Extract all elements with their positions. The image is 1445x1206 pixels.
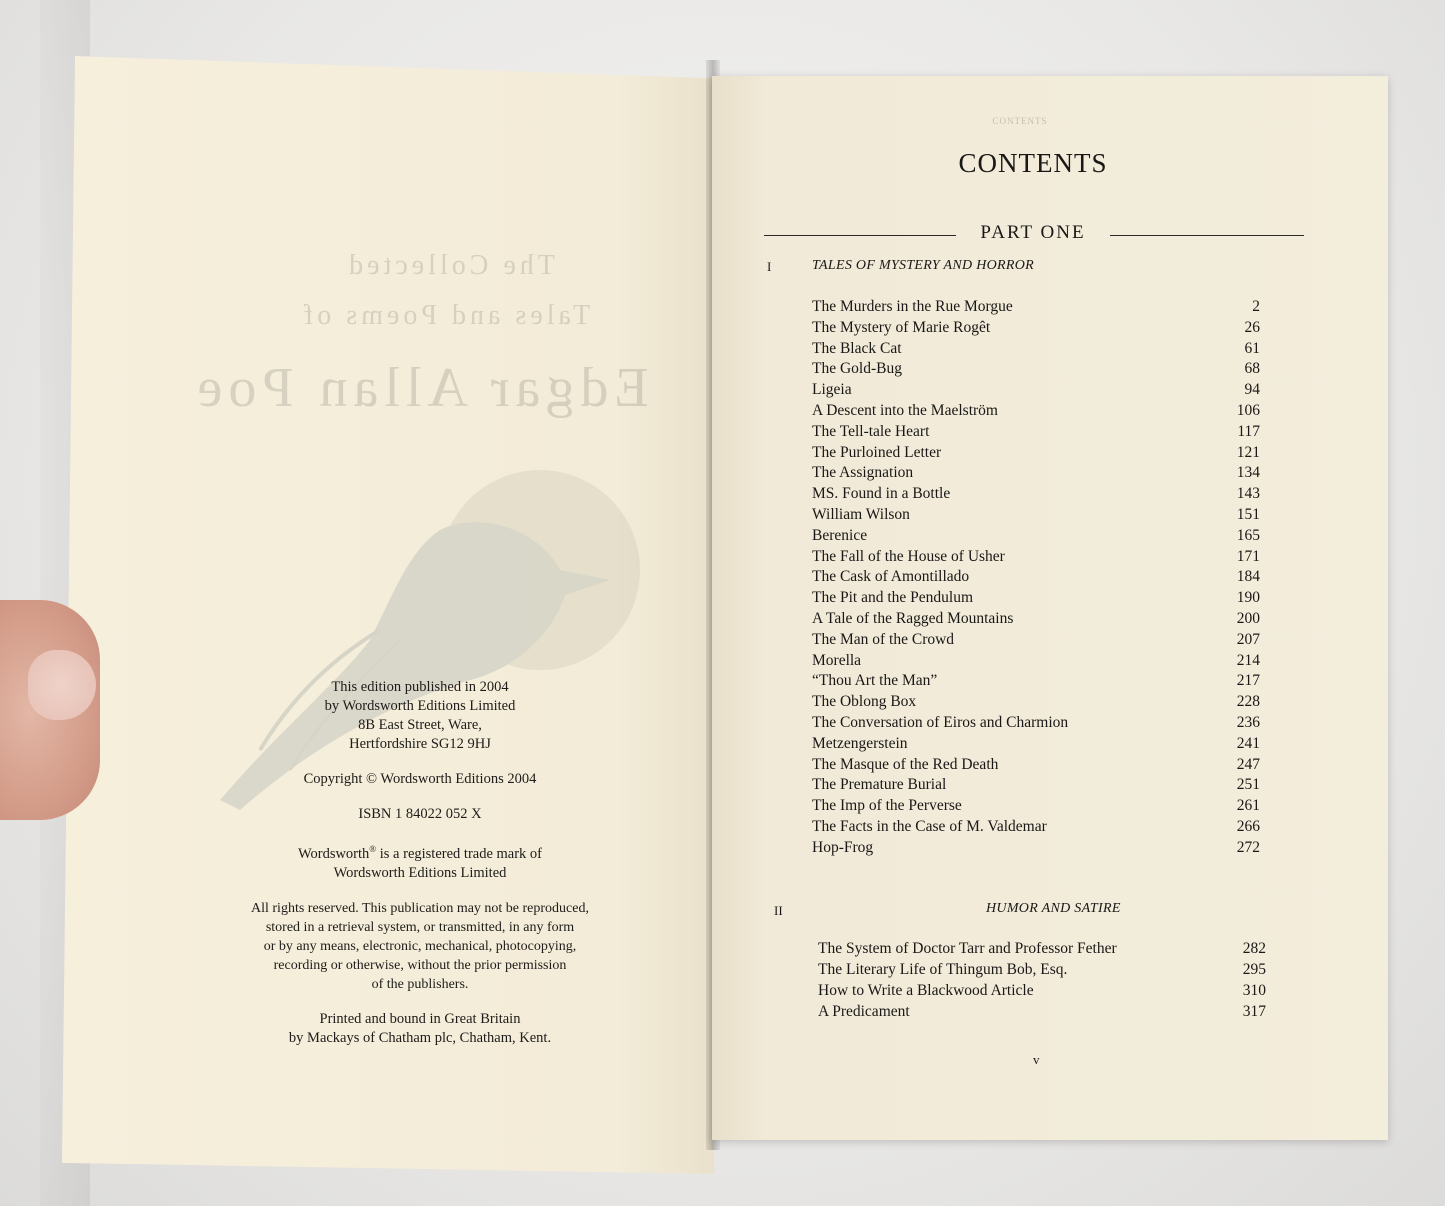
page-folio: v [1033, 1052, 1040, 1067]
toc-entry-title: “Thou Art the Man” [812, 672, 938, 690]
rights-line: stored in a retrieval system, or transmitted, in any form [265, 919, 575, 935]
toc-entry [818, 940, 1266, 961]
printer-line: by Mackays of Chatham plc, Chatham, Kent. [288, 1029, 552, 1046]
toc-entry-page: 200 [1236, 609, 1260, 627]
toc-entry-page: 68 [1244, 360, 1260, 378]
toc-entry [812, 714, 1260, 735]
toc-entry-page: 143 [1236, 485, 1260, 503]
toc-entry-page: 190 [1236, 589, 1260, 607]
toc-entry-title: The Purloined Letter [812, 443, 942, 461]
toc-entry-page: 117 [1237, 422, 1260, 440]
toc-entry [818, 982, 1266, 1003]
toc-entry-title: The Gold-Bug [812, 360, 902, 378]
toc-entry [812, 756, 1260, 777]
toc-entry-page: 171 [1236, 547, 1260, 565]
toc-entry-page: 266 [1236, 817, 1260, 835]
showthrough-line-2: Tales and Poems of [299, 300, 591, 331]
toc-entry [812, 527, 1260, 548]
toc-entry-title: The Man of the Crowd [812, 630, 955, 648]
toc-entry-page: 251 [1236, 776, 1260, 794]
copyright-line: Copyright © Wordsworth Editions 2004 [303, 771, 537, 787]
toc-entry-title: Hop-Frog [812, 838, 874, 856]
copyright-imprint [210, 678, 630, 1064]
edition-line: 8B East Street, Ware, [358, 717, 482, 733]
toc-entry-title: The Conversation of Eiros and Charmion [812, 713, 1069, 731]
edition-line: by Wordsworth Editions Limited [324, 698, 516, 714]
edition-line: This edition published in 2004 [331, 679, 509, 695]
toc-entry-title: The Murders in the Rue Morgue [812, 298, 1013, 315]
trademark-line-2: Wordsworth Editions Limited [333, 864, 507, 881]
toc-entry-page: 165 [1236, 526, 1260, 544]
running-head: CONTENTS [992, 116, 1048, 126]
toc-entry-page: 282 [1242, 940, 1266, 957]
toc-entry [812, 485, 1260, 506]
toc-entry-page: 61 [1244, 339, 1260, 357]
trademark-brand: Wordsworth [297, 845, 370, 862]
toc-entry [812, 631, 1260, 652]
rights-line: All rights reserved. This publication may not be reproduced, [251, 900, 589, 916]
printer-line: Printed and bound in Great Britain [319, 1010, 521, 1027]
toc-entry-title: The Mystery of Marie Rogêt [812, 318, 991, 336]
toc-entry [812, 693, 1260, 714]
toc-entry-page: 247 [1236, 755, 1260, 773]
toc-entry-page: 317 [1242, 1003, 1266, 1020]
toc-entry [812, 672, 1260, 693]
toc-entry-page: 236 [1236, 713, 1260, 731]
toc-entry-title: MS. Found in a Bottle [812, 485, 951, 503]
part-rule-left [764, 235, 956, 236]
showthrough-line-3: Edgar Allan Poe [191, 357, 649, 419]
toc-entry-title: The Facts in the Case of M. Valdemar [812, 817, 1047, 835]
toc-entry-title: The Pit and the Pendulum [812, 589, 974, 607]
toc-entry [812, 464, 1260, 485]
toc-entry [812, 735, 1260, 756]
toc-entry-title: The Oblong Box [812, 693, 917, 711]
toc-entry-title: Metzengerstein [812, 734, 908, 752]
printer-block [210, 1010, 630, 1048]
section-number: II [774, 903, 783, 918]
toc-entry-title: A Tale of the Ragged Mountains [812, 609, 1014, 627]
toc-entry [812, 839, 1260, 860]
toc-entry [812, 506, 1260, 527]
toc-entry [812, 360, 1260, 381]
registered-symbol: ® [369, 844, 377, 854]
toc-entry-title: The Premature Burial [812, 776, 947, 794]
toc-entry-page: 207 [1236, 630, 1260, 648]
toc-list-section-2 [818, 940, 1266, 1024]
toc-entry-title: The Tell-tale Heart [812, 422, 930, 440]
toc-entry-page: 184 [1236, 568, 1260, 586]
toc-entry [812, 548, 1260, 569]
toc-entry-page: 151 [1236, 505, 1260, 523]
toc-entry-page: 94 [1244, 381, 1260, 399]
toc-entry-page: 261 [1236, 797, 1260, 815]
toc-entry-page: 121 [1236, 443, 1260, 461]
toc-entry [812, 652, 1260, 673]
toc-entry [812, 423, 1260, 444]
toc-entry [818, 961, 1266, 982]
toc-entry-title: The Imp of the Perverse [812, 797, 962, 815]
thumb-nail [28, 650, 96, 720]
toc-entry-page: 272 [1236, 838, 1260, 856]
section-number: I [767, 259, 772, 274]
edition-line: Hertfordshire SG12 9HJ [349, 736, 491, 752]
contents-title: CONTENTS [958, 148, 1108, 178]
toc-entry [812, 298, 1260, 319]
rights-block [210, 899, 630, 994]
toc-entry-title: The System of Doctor Tarr and Professor Fether [818, 940, 1117, 957]
toc-entry-title: Ligeia [812, 381, 852, 399]
toc-entry-page: 241 [1236, 734, 1260, 752]
toc-entry-page: 2 [1252, 298, 1260, 315]
trademark-text: is a registered trade mark of [376, 845, 543, 862]
toc-entry [812, 381, 1260, 402]
showthrough-line-1: The Collected [345, 250, 555, 281]
toc-entry-title: Berenice [812, 526, 868, 544]
section-title: TALES OF MYSTERY AND HORROR [812, 258, 1035, 273]
part-title: PART ONE [980, 222, 1086, 243]
toc-entry-title: The Assignation [812, 464, 914, 482]
toc-entry-title: Morella [812, 651, 862, 669]
toc-entry-page: 214 [1236, 651, 1260, 669]
toc-entry-title: The Cask of Amontillado [812, 568, 970, 586]
part-rule-right [1110, 235, 1304, 236]
toc-entry-page: 217 [1236, 672, 1260, 690]
toc-entry [812, 568, 1260, 589]
toc-entry [818, 1003, 1266, 1024]
toc-entry [812, 319, 1260, 340]
toc-entry-title: A Descent into the Maelström [812, 401, 998, 419]
toc-entry [812, 589, 1260, 610]
toc-list-section-1 [812, 298, 1260, 860]
toc-entry-title: William Wilson [812, 505, 910, 523]
isbn-line: ISBN 1 84022 052 X [358, 806, 482, 822]
toc-entry-title: The Fall of the House of Usher [812, 547, 1005, 565]
toc-entry-title: The Black Cat [812, 339, 902, 357]
toc-entry-title: How to Write a Blackwood Article [818, 982, 1034, 999]
toc-entry-page: 134 [1236, 464, 1260, 482]
toc-entry-title: The Masque of the Red Death [812, 755, 999, 773]
trademark-block [210, 840, 630, 883]
toc-entry [812, 797, 1260, 818]
toc-entry [812, 818, 1260, 839]
toc-entry-page: 26 [1244, 318, 1260, 336]
toc-entry [812, 610, 1260, 631]
rights-line: of the publishers. [371, 976, 469, 992]
toc-entry [812, 776, 1260, 797]
toc-entry-title: The Literary Life of Thingum Bob, Esq. [818, 961, 1068, 978]
rights-line: or by any means, electronic, mechanical, photocopying, [263, 938, 577, 954]
section-title: HUMOR AND SATIRE [986, 901, 1121, 916]
toc-entry-title: A Predicament [818, 1003, 910, 1020]
toc-entry [812, 340, 1260, 361]
toc-entry [812, 402, 1260, 423]
toc-entry-page: 295 [1242, 961, 1266, 978]
edition-block [210, 678, 630, 754]
toc-entry-page: 228 [1236, 693, 1260, 711]
rights-line: recording or otherwise, without the prior permission [273, 957, 567, 973]
toc-entry [812, 444, 1260, 465]
toc-entry-page: 106 [1236, 401, 1260, 419]
toc-entry-page: 310 [1242, 982, 1266, 999]
